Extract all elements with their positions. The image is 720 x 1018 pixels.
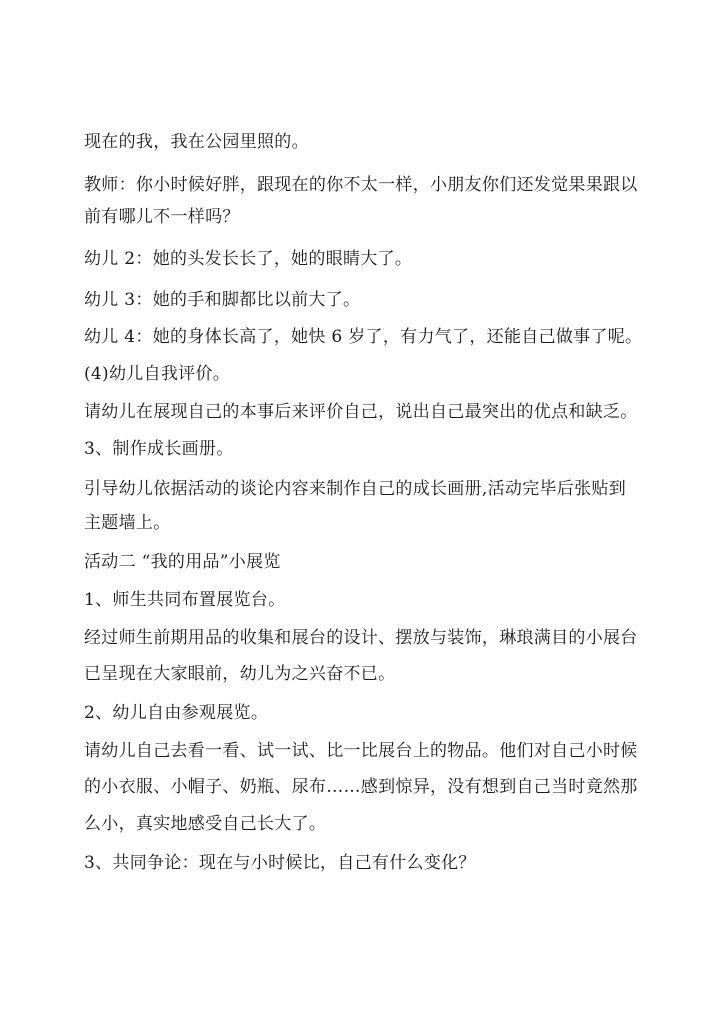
text-line: 教师：你小时候好胖，跟现在的你不太一样，小朋友你们还发觉果果跟以 [84,175,638,195]
text-line: 3、共同争论：现在与小时候比，自己有什么变化？ [84,853,476,873]
text-line: 引导幼儿依据活动的谈论内容来制作自己的成长画册,活动完毕后张贴到 [84,479,627,499]
text-line: 的小衣服、小帽子、奶瓶、尿布……感到惊异，没有想到自己当时竟然那 [84,777,638,797]
text-line: 幼儿 3：她的手和脚都比以前大了。 [84,290,361,310]
text-line: 1、师生共同布置展览台。 [84,590,286,610]
text-line: 2、幼儿自由参观展览。 [84,703,269,723]
text-line: 主题墙上。 [84,513,171,533]
text-line: 已呈现在大家眼前，幼儿为之兴奋不已。 [84,664,396,684]
text-line: 3、制作成长画册。 [84,439,234,459]
text-line: 现在的我，我在公园里照的。 [84,132,309,152]
text-line: (4)幼儿自我评价。 [84,364,231,384]
text-line: 前有哪儿不一样吗？ [84,207,240,227]
text-line: 请幼儿自己去看一看、试一试、比一比展台上的物品。他们对自己小时候 [84,741,638,761]
text-line: 经过师生前期用品的收集和展台的设计、摆放与装饰，琳琅满目的小展台 [84,628,638,648]
text-line: 幼儿 2：她的头发长长了，她的眼睛大了。 [84,249,413,269]
text-line: 活动二 “我的用品”小展览 [84,552,281,572]
text-line: 么小，真实地感受自己长大了。 [84,814,327,834]
text-line: 幼儿 4：她的身体长高了，她快 6 岁了，有力气了，还能自己做事了呢。 [84,327,643,347]
text-line: 请幼儿在展现自己的本事后来评价自己，说出自己最突出的优点和缺乏。 [84,402,638,422]
